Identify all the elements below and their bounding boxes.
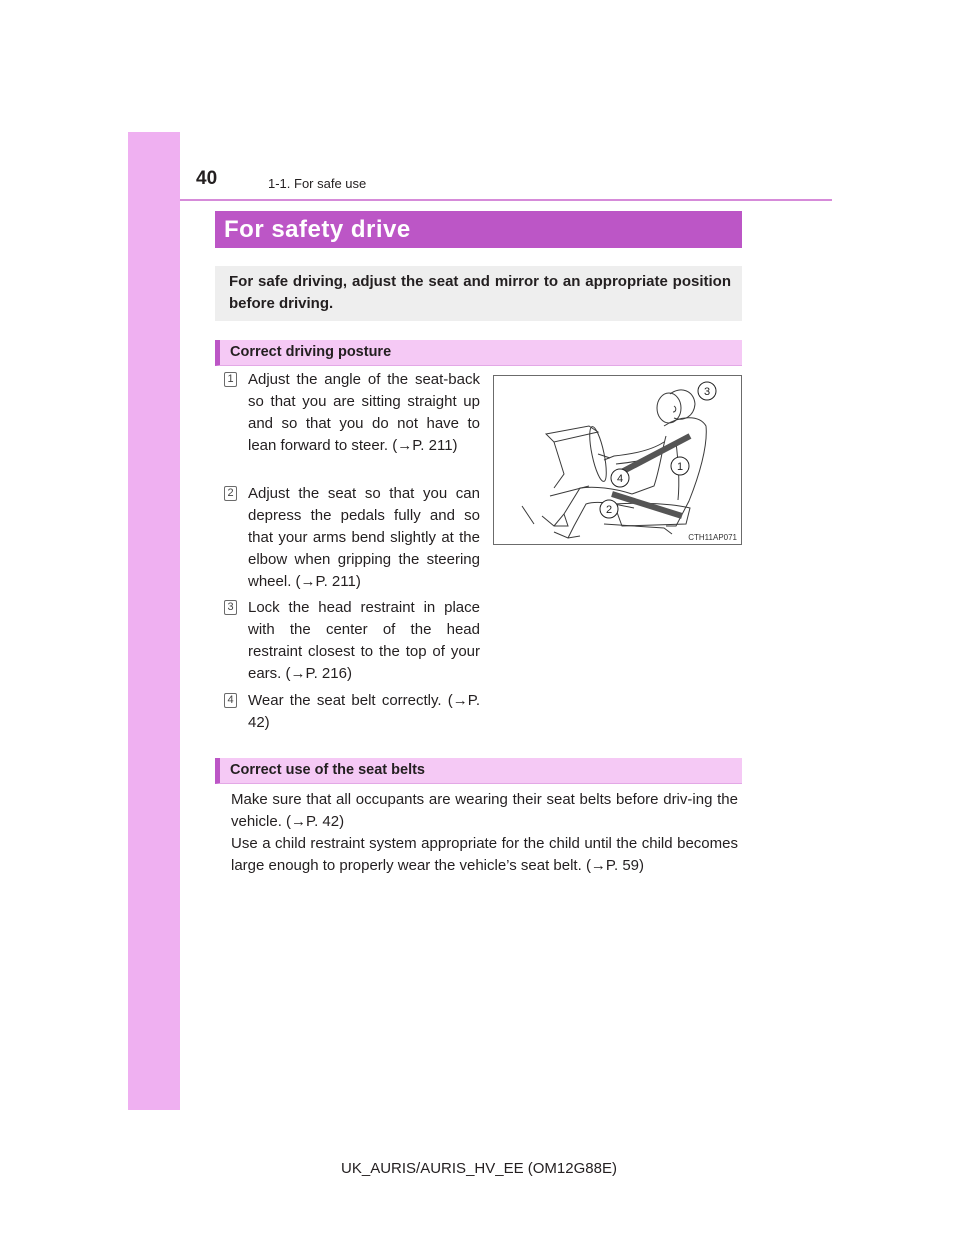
footer-text: UK_AURIS/AURIS_HV_EE (OM12G88E) [341, 1160, 617, 1177]
list-item [224, 597, 480, 685]
list-item-text: Wear the seat belt correctly. (→P. 42) [248, 692, 480, 731]
figure-code: CTH11AP071 [688, 533, 737, 542]
step-number-badge: 3 [224, 600, 237, 615]
callout-label: 2 [605, 504, 613, 516]
step-number-badge: 4 [224, 693, 237, 708]
callout-label: 1 [676, 461, 684, 473]
step-number-badge: 1 [224, 372, 237, 387]
intro-box [215, 266, 742, 321]
step-number-badge: 2 [224, 486, 237, 501]
list-item [224, 483, 480, 593]
list-item-text: Adjust the angle of the seat-back so that you are sitting straight up and so that you do not have to lean forward to steer. (→P. 211) [248, 371, 480, 454]
list-item-text: Adjust the seat so that you can depress the pedals fully and so that your arms bend slightly at the elbow when gripping the steering wheel. (→P. 211) [248, 485, 480, 590]
callout-label: 3 [703, 386, 711, 398]
driver-seat-drawing [494, 376, 741, 544]
subheading-driving-posture: Correct driving posture [215, 340, 742, 366]
header-divider [180, 199, 832, 201]
paragraph-child-restraint: Use a child restraint system appropriate for the child until the child becomes large enough to properly wear the vehicle’s seat belt. (→P. 59) [231, 835, 738, 874]
list-item [224, 369, 480, 457]
list-item-text: Lock the head restraint in place with the center of the head restraint closest to the top of your ears. (→P. 216) [248, 599, 480, 682]
footer-document-code [0, 1160, 960, 1177]
page-number: 40 [196, 168, 218, 189]
page-title: For safety drive [215, 211, 742, 248]
callout-label: 4 [616, 473, 624, 485]
intro-text: For safe driving, adjust the seat and mirror to an appropriate position before driving. [229, 273, 731, 312]
section-label: 1-1. For safe use [268, 176, 367, 191]
driving-posture-illustration [493, 375, 742, 545]
list-item [224, 690, 480, 734]
subheading-seat-belts: Correct use of the seat belts [215, 758, 742, 784]
chapter-side-tab [128, 132, 180, 1110]
paragraph-occupants: Make sure that all occupants are wearing their seat belts before driv-ing the vehicle. (→P. 42) [231, 791, 738, 830]
